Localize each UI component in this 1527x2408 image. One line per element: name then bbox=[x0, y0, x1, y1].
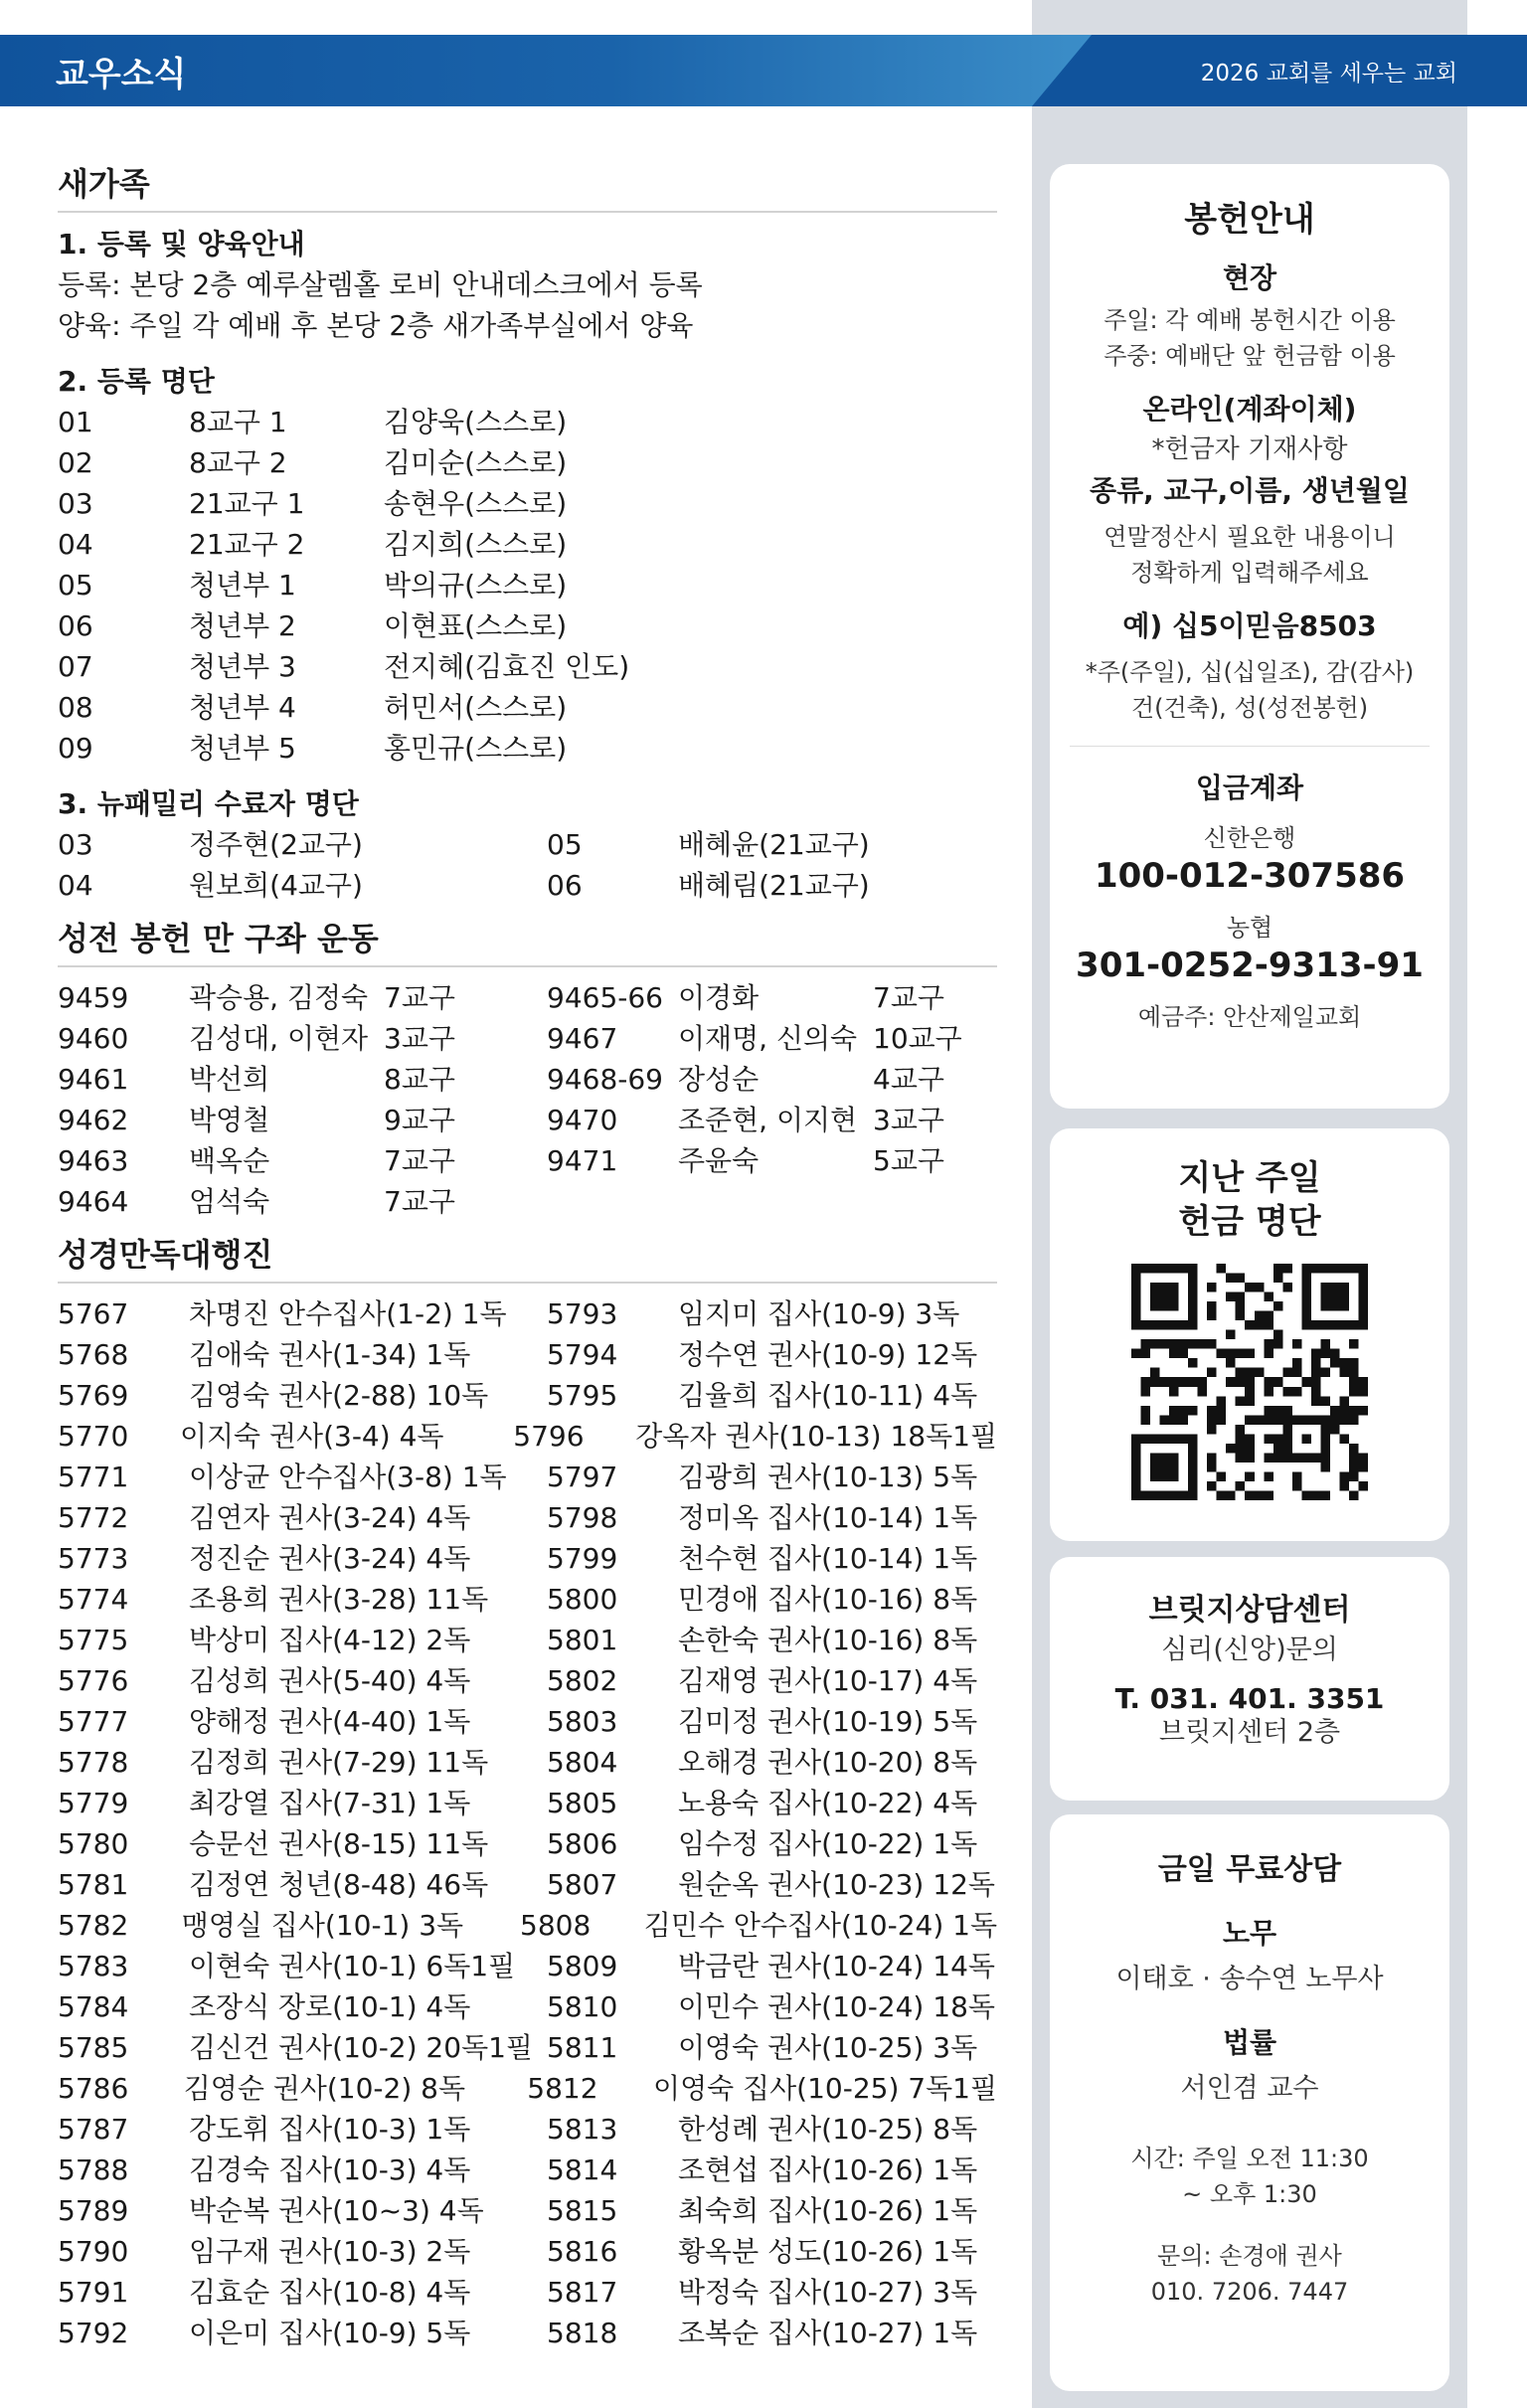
bible-reading-row bbox=[58, 2272, 997, 2313]
registrant-row bbox=[58, 605, 997, 646]
bible-reading-row-cell: 5780 bbox=[58, 1827, 129, 1860]
bible-reading-row-cell: 노용숙 집사(10-22) 4독 bbox=[678, 1787, 978, 1819]
campaign-row-cell: 3교구 bbox=[384, 1022, 455, 1055]
graduate-row-cell: 03 bbox=[58, 828, 93, 861]
bible-reading-row-cell: 한성례 권사(10-25) 8독 bbox=[678, 2113, 978, 2146]
campaign-row-cell: 7교구 bbox=[384, 981, 455, 1014]
bible-reading-row-cell: 김연자 권사(3-24) 4독 bbox=[189, 1501, 471, 1534]
bible-reading-row-cell: 5797 bbox=[547, 1461, 618, 1493]
bible-reading-row-cell: 5790 bbox=[58, 2235, 129, 2268]
campaign-row bbox=[58, 1100, 997, 1140]
bridge-title: 브릿지상담센터 bbox=[1148, 1593, 1351, 1628]
page-subtitle: 2026 교회를 세우는 교회 bbox=[1200, 61, 1457, 86]
bible-reading-row bbox=[58, 1864, 997, 1905]
bible-reading-row-cell: 김정연 청년(8-48) 46독 bbox=[189, 1868, 489, 1901]
graduate-row-cell: 정주현(2교구) bbox=[189, 828, 363, 861]
bible-reading-row bbox=[58, 1334, 997, 1375]
bible-reading-row-cell: 5786 bbox=[58, 2072, 129, 2105]
offering-info-card bbox=[1050, 164, 1449, 1109]
bible-reading-row-cell: 김효순 집사(10-8) 4독 bbox=[189, 2276, 471, 2309]
registrant-row bbox=[58, 646, 997, 687]
bible-reading-row-cell: 5815 bbox=[547, 2194, 618, 2227]
campaign-row-cell: 조준현, 이지현 bbox=[678, 1104, 858, 1136]
bible-reading-row-cell: 5794 bbox=[547, 1338, 618, 1371]
online-note: *헌금자 기재사항 bbox=[1151, 434, 1348, 464]
bible-reading-row-cell: 강도휘 집사(10-3) 1독 bbox=[189, 2113, 471, 2146]
campaign-row bbox=[58, 977, 997, 1018]
bible-reading-row-cell: 김광희 권사(10-13) 5독 bbox=[678, 1461, 978, 1493]
bible-reading-row-cell: 정수연 권사(10-9) 12독 bbox=[678, 1338, 978, 1371]
bible-reading-row-cell: 김경숙 집사(10-3) 4독 bbox=[189, 2153, 471, 2186]
campaign-row-cell: 곽승용, 김정숙 bbox=[189, 981, 369, 1014]
bible-reading-row-cell: 임지미 집사(10-9) 3독 bbox=[678, 1297, 960, 1330]
bible-reading-row-cell: 5796 bbox=[513, 1420, 585, 1453]
bible-reading-row-cell: 정미옥 집사(10-14) 1독 bbox=[678, 1501, 978, 1534]
bible-reading-row bbox=[58, 1375, 997, 1416]
bible-reading-row-cell: 이영숙 집사(10-25) 7독1필 bbox=[653, 2072, 997, 2105]
registrant-row bbox=[58, 728, 997, 769]
counsel-time: 시간: 주일 오전 11:30 bbox=[1130, 2145, 1369, 2172]
onsite-title: 현장 bbox=[1222, 261, 1277, 294]
bridge-location: 브릿지센터 2층 bbox=[1158, 1717, 1341, 1748]
law-names: 서인겸 교수 bbox=[1180, 2073, 1319, 2104]
bible-reading-row bbox=[58, 2150, 997, 2190]
bible-reading-row-cell: 김민수 안수집사(10-24) 1독 bbox=[643, 1909, 998, 1942]
registrant-row bbox=[58, 442, 997, 483]
bible-reading-row bbox=[58, 1293, 997, 1334]
campaign-row-cell: 박영철 bbox=[189, 1104, 270, 1136]
registrant-row-cell: 김지희(스스로) bbox=[384, 528, 568, 561]
counsel-title: 금일 무료상담 bbox=[1157, 1852, 1342, 1887]
bible-reading-row-cell: 5801 bbox=[547, 1624, 618, 1656]
news-column bbox=[58, 159, 997, 2353]
bible-reading-row-cell: 5804 bbox=[547, 1746, 618, 1779]
law-title: 법률 bbox=[1222, 2026, 1277, 2059]
bible-reading-row-cell: 5770 bbox=[58, 1420, 129, 1453]
bible-reading-row-cell: 박순복 권사(10~3) 4독 bbox=[189, 2194, 484, 2227]
online-title: 온라인(계좌이체) bbox=[1142, 393, 1357, 426]
bible-reading-row-cell: 5784 bbox=[58, 1990, 129, 2023]
bible-reading-row-cell: 5814 bbox=[547, 2153, 618, 2186]
campaign-row-cell: 7교구 bbox=[384, 1185, 455, 1218]
graduate-row-cell: 원보희(4교구) bbox=[189, 869, 363, 902]
campaign-row-cell: 9464 bbox=[58, 1185, 129, 1218]
onsite-line: 주중: 예배단 앞 헌금함 이용 bbox=[1103, 342, 1396, 370]
bible-reading-row-cell: 박정숙 집사(10-27) 3독 bbox=[678, 2276, 978, 2309]
account-title: 입금계좌 bbox=[1195, 772, 1304, 804]
newfamily-title: 새가족 bbox=[58, 159, 997, 213]
registrant-row-cell: 청년부 4 bbox=[189, 691, 296, 724]
registrant-row-cell: 07 bbox=[58, 650, 93, 683]
registrant-row bbox=[58, 687, 997, 728]
bible-reading-row-cell: 임수정 집사(10-22) 1독 bbox=[678, 1827, 978, 1860]
bible-reading-row-cell: 오해경 권사(10-20) 8독 bbox=[678, 1746, 978, 1779]
campaign-row-cell: 4교구 bbox=[873, 1063, 944, 1096]
registrant-row-cell: 청년부 2 bbox=[189, 609, 296, 642]
free-counsel-card bbox=[1050, 1814, 1449, 2391]
bible-reading-row-cell: 김신건 권사(10-2) 20독1필 bbox=[189, 2031, 533, 2064]
bible-reading-row bbox=[58, 2068, 997, 2109]
bible-reading-row-cell: 5805 bbox=[547, 1787, 618, 1819]
bible-reading-row bbox=[58, 1660, 997, 1701]
bible-reading-row bbox=[58, 1457, 997, 1497]
bible-reading-row-cell: 5809 bbox=[547, 1950, 618, 1982]
registrant-row-cell: 박의규(스스로) bbox=[384, 569, 568, 602]
bible-reading-row-cell: 김율희 집사(10-11) 4독 bbox=[678, 1379, 978, 1412]
bible-reading-row-cell: 조현섭 집사(10-26) 1독 bbox=[678, 2153, 978, 2186]
bible-reading-list bbox=[58, 1293, 997, 2353]
campaign-row-cell: 김성대, 이현자 bbox=[189, 1022, 369, 1055]
campaign-row bbox=[58, 1181, 997, 1222]
campaign-row-cell: 7교구 bbox=[384, 1144, 455, 1177]
bible-reading-row-cell: 5768 bbox=[58, 1338, 129, 1371]
bible-reading-row bbox=[58, 1742, 997, 1783]
bible-reading-row-cell: 김영숙 권사(2-88) 10독 bbox=[189, 1379, 489, 1412]
bank-name: 농협 bbox=[1226, 914, 1273, 942]
bible-reading-row-cell: 박금란 권사(10-24) 14독 bbox=[678, 1950, 995, 1982]
registrant-row bbox=[58, 483, 997, 524]
bible-reading-row-cell: 5808 bbox=[520, 1909, 592, 1942]
counsel-contact: 010. 7206. 7447 bbox=[1150, 2278, 1349, 2306]
abbreviation-line: *주(주일), 십(십일조), 감(감사) bbox=[1085, 658, 1415, 686]
bible-reading-row-cell: 5812 bbox=[527, 2072, 598, 2105]
campaign-row-cell: 9467 bbox=[547, 1022, 618, 1055]
bible-reading-row-cell: 이상균 안수집사(3-8) 1독 bbox=[189, 1461, 507, 1493]
campaign-title: 성전 봉헌 만 구좌 운동 bbox=[58, 914, 997, 967]
bible-reading-row-cell: 이은미 집사(10-9) 5독 bbox=[189, 2317, 471, 2349]
campaign-row-cell: 7교구 bbox=[873, 981, 944, 1014]
campaign-row-cell: 이재명, 신의숙 bbox=[678, 1022, 858, 1055]
bible-reading-row-cell: 5813 bbox=[547, 2113, 618, 2146]
last-offering-card bbox=[1050, 1128, 1449, 1541]
bridge-sub: 심리(신앙)문의 bbox=[1161, 1634, 1338, 1665]
bible-reading-row-cell: 손한숙 권사(10-16) 8독 bbox=[678, 1624, 978, 1656]
campaign-row-cell: 9462 bbox=[58, 1104, 129, 1136]
bible-reading-row-cell: 김정희 권사(7-29) 11독 bbox=[189, 1746, 489, 1779]
bible-reading-row-cell: 5772 bbox=[58, 1501, 129, 1534]
bible-reading-row-cell: 5767 bbox=[58, 1297, 129, 1330]
bible-reading-row-cell: 박상미 집사(4-12) 2독 bbox=[189, 1624, 471, 1656]
registrant-row bbox=[58, 524, 997, 565]
graduate-list bbox=[58, 824, 997, 906]
registrant-row-cell: 홍민규(스스로) bbox=[384, 732, 568, 765]
campaign-row-cell bbox=[678, 1181, 873, 1222]
bible-reading-row-cell: 5771 bbox=[58, 1461, 129, 1493]
registrant-row-cell: 02 bbox=[58, 446, 93, 479]
bible-reading-row-cell: 원순옥 권사(10-23) 12독 bbox=[678, 1868, 995, 1901]
account-holder: 예금주: 안산제일교회 bbox=[1137, 1003, 1362, 1031]
bible-reading-row-cell: 최숙희 집사(10-26) 1독 bbox=[678, 2194, 978, 2227]
bible-reading-row-cell: 5793 bbox=[547, 1297, 618, 1330]
account-number: 100-012-307586 bbox=[1094, 856, 1406, 896]
registrant-row-cell: 김미순(스스로) bbox=[384, 446, 568, 479]
bible-reading-row-cell: 5811 bbox=[547, 2031, 618, 2064]
bible-reading-row bbox=[58, 1416, 997, 1457]
campaign-row bbox=[58, 1018, 997, 1059]
campaign-row-cell: 10교구 bbox=[873, 1022, 962, 1055]
abbreviation-line: 건(건축), 성(성전봉헌) bbox=[1130, 694, 1369, 722]
campaign-row-cell: 백옥순 bbox=[189, 1144, 270, 1177]
page-title: 교우소식 bbox=[56, 55, 187, 94]
bible-reading-row-cell: 5816 bbox=[547, 2235, 618, 2268]
online-desc: 정확하게 입력해주세요 bbox=[1130, 559, 1369, 587]
campaign-row-cell: 9459 bbox=[58, 981, 129, 1014]
guide-line: 등록: 본당 2층 예루살렘홀 로비 안내데스크에서 등록 bbox=[58, 268, 703, 301]
campaign-row-cell: 엄석숙 bbox=[189, 1185, 270, 1218]
registrant-row-cell: 08 bbox=[58, 691, 93, 724]
bible-reading-row-cell: 5800 bbox=[547, 1583, 618, 1616]
campaign-row-cell: 박선희 bbox=[189, 1063, 270, 1096]
bible-reading-row-cell: 강옥자 권사(10-13) 18독1필 bbox=[635, 1420, 998, 1453]
registrant-row-cell: 04 bbox=[58, 528, 93, 561]
bible-reading-row-cell: 김영순 권사(10-2) 8독 bbox=[183, 2072, 466, 2105]
bible-reading-row-cell: 5778 bbox=[58, 1746, 129, 1779]
labor-names: 이태호 · 송수연 노무사 bbox=[1115, 1964, 1384, 1994]
registrant-row-cell: 01 bbox=[58, 406, 93, 438]
labor-title: 노무 bbox=[1222, 1917, 1277, 1950]
registrant-row-cell: 8교구 2 bbox=[189, 446, 287, 479]
bible-reading-row bbox=[58, 1579, 997, 1620]
registrant-row-cell: 청년부 3 bbox=[189, 650, 296, 683]
bible-reading-row bbox=[58, 2109, 997, 2150]
bible-reading-row bbox=[58, 2231, 997, 2272]
bible-reading-row-cell: 5781 bbox=[58, 1868, 129, 1901]
online-desc: 연말정산시 필요한 내용이니 bbox=[1103, 523, 1396, 551]
graduate-row-cell: 06 bbox=[547, 869, 583, 902]
campaign-row-cell: 주윤숙 bbox=[678, 1144, 760, 1177]
graduate-row-cell: 04 bbox=[58, 869, 93, 902]
bible-reading-row-cell: 5782 bbox=[58, 1909, 129, 1942]
campaign-row-cell: 3교구 bbox=[873, 1104, 944, 1136]
campaign-row-cell bbox=[547, 1181, 678, 1222]
graduate-row bbox=[58, 865, 997, 906]
bible-reading-row-cell: 5774 bbox=[58, 1583, 129, 1616]
bridge-counsel-card bbox=[1050, 1557, 1449, 1801]
bible-reading-row bbox=[58, 1620, 997, 1660]
bible-reading-row-cell: 민경애 집사(10-16) 8독 bbox=[678, 1583, 978, 1616]
bible-reading-row-cell: 5802 bbox=[547, 1664, 618, 1697]
graduate-row bbox=[58, 824, 997, 865]
registrant-row-cell: 06 bbox=[58, 609, 93, 642]
bible-reading-row-cell: 5785 bbox=[58, 2031, 129, 2064]
bible-reading-row bbox=[58, 1905, 997, 1946]
bible-reading-row-cell: 김미정 권사(10-19) 5독 bbox=[678, 1705, 978, 1738]
registrant-row bbox=[58, 402, 997, 442]
bible-reading-row-cell: 5818 bbox=[547, 2317, 618, 2349]
bank-name: 신한은행 bbox=[1203, 824, 1296, 852]
bible-reading-row-cell: 5791 bbox=[58, 2276, 129, 2309]
registrant-row-cell: 21교구 1 bbox=[189, 487, 305, 520]
registrant-row bbox=[58, 565, 997, 605]
bible-reading-row-cell: 이영숙 권사(10-25) 3독 bbox=[678, 2031, 978, 2064]
bible-reading-row-cell: 5769 bbox=[58, 1379, 129, 1412]
registrant-row-cell: 청년부 5 bbox=[189, 732, 296, 765]
bible-reading-row-cell: 천수현 집사(10-14) 1독 bbox=[678, 1542, 978, 1575]
bible-reading-row-cell: 5799 bbox=[547, 1542, 618, 1575]
registrant-row-cell: 전지혜(김효진 인도) bbox=[384, 650, 630, 683]
bible-reading-row bbox=[58, 2190, 997, 2231]
registrant-row-cell: 김양욱(스스로) bbox=[384, 406, 568, 438]
bible-reading-row bbox=[58, 1701, 997, 1742]
guide-line: 양육: 주일 각 예배 후 본당 2층 새가족부실에서 양육 bbox=[58, 309, 694, 342]
bible-reading-row-cell: 5776 bbox=[58, 1664, 129, 1697]
campaign-row-cell: 9470 bbox=[547, 1104, 618, 1136]
bible-reading-row bbox=[58, 2027, 997, 2068]
registrant-row-cell: 21교구 2 bbox=[189, 528, 305, 561]
campaign-row-cell: 9460 bbox=[58, 1022, 129, 1055]
campaign-row-cell: 9461 bbox=[58, 1063, 129, 1096]
bible-reading-row bbox=[58, 2313, 997, 2353]
bible-reading-row-cell: 5773 bbox=[58, 1542, 129, 1575]
registration-guide-title: 1. 등록 및 양육안내 bbox=[58, 228, 305, 260]
registrant-row-cell: 이현표(스스로) bbox=[384, 609, 568, 642]
bible-reading-title: 성경만독대행진 bbox=[58, 1230, 997, 1284]
online-fields: 종류, 교구,이름, 생년월일 bbox=[1090, 474, 1410, 507]
campaign-row-cell: 9교구 bbox=[384, 1104, 455, 1136]
bible-reading-row-cell: 5817 bbox=[547, 2276, 618, 2309]
bible-reading-row-cell: 차명진 안수집사(1-2) 1독 bbox=[189, 1297, 507, 1330]
bible-reading-row bbox=[58, 1497, 997, 1538]
campaign-row bbox=[58, 1140, 997, 1181]
registrant-row-cell: 8교구 1 bbox=[189, 406, 287, 438]
bible-reading-row bbox=[58, 1823, 997, 1864]
campaign-row bbox=[58, 1059, 997, 1100]
graduate-row-cell: 배혜림(21교구) bbox=[678, 869, 870, 902]
bible-reading-row-cell: 5810 bbox=[547, 1990, 618, 2023]
account-number: 301-0252-9313-91 bbox=[1076, 946, 1424, 985]
page-header bbox=[0, 35, 1527, 106]
bible-reading-row-cell: 정진순 권사(3-24) 4독 bbox=[189, 1542, 471, 1575]
bible-reading-row-cell: 이현숙 권사(10-1) 6독1필 bbox=[189, 1950, 516, 1982]
bible-reading-row-cell: 5798 bbox=[547, 1501, 618, 1534]
bible-reading-row-cell: 황옥분 성도(10-26) 1독 bbox=[678, 2235, 978, 2268]
registrant-row-cell: 05 bbox=[58, 569, 93, 602]
bible-reading-row-cell: 5775 bbox=[58, 1624, 129, 1656]
bible-reading-row-cell: 5779 bbox=[58, 1787, 129, 1819]
bible-reading-row-cell: 조용희 권사(3-28) 11독 bbox=[189, 1583, 489, 1616]
campaign-row-cell: 9465-66 bbox=[547, 981, 663, 1014]
bible-reading-row-cell: 5806 bbox=[547, 1827, 618, 1860]
counsel-time: ~ 오후 1:30 bbox=[1182, 2180, 1317, 2208]
counsel-contact: 문의: 손경애 권사 bbox=[1157, 2242, 1342, 2270]
example-code: 예) 십5이믿음8503 bbox=[1122, 609, 1377, 642]
bible-reading-row-cell: 김애숙 권사(1-34) 1독 bbox=[189, 1338, 471, 1371]
registrant-row-cell: 청년부 1 bbox=[189, 569, 296, 602]
campaign-row-cell: 이경화 bbox=[678, 981, 760, 1014]
registrant-list bbox=[58, 402, 997, 769]
bible-reading-row-cell: 조복순 집사(10-27) 1독 bbox=[678, 2317, 978, 2349]
bible-reading-row-cell: 양해정 권사(4-40) 1독 bbox=[189, 1705, 471, 1738]
bible-reading-row bbox=[58, 1783, 997, 1823]
card-divider bbox=[1070, 746, 1430, 747]
graduate-list-title: 3. 뉴패밀리 수료자 명단 bbox=[58, 787, 359, 820]
bible-reading-row-cell: 5789 bbox=[58, 2194, 129, 2227]
bible-reading-row-cell: 5783 bbox=[58, 1950, 129, 1982]
registrant-row-cell: 송현우(스스로) bbox=[384, 487, 568, 520]
bible-reading-row bbox=[58, 1946, 997, 1986]
bridge-phone[interactable]: T. 031. 401. 3351 bbox=[1114, 1682, 1385, 1715]
campaign-row-cell: 장성순 bbox=[678, 1063, 760, 1096]
bible-reading-row-cell: 임구재 권사(10-3) 2독 bbox=[189, 2235, 471, 2268]
campaign-row-cell: 9468-69 bbox=[547, 1063, 663, 1096]
bible-reading-row-cell: 김성희 권사(5-40) 4독 bbox=[189, 1664, 471, 1697]
bible-reading-row bbox=[58, 1538, 997, 1579]
bible-reading-row-cell: 5777 bbox=[58, 1705, 129, 1738]
registrant-row-cell: 허민서(스스로) bbox=[384, 691, 568, 724]
campaign-row-cell: 5교구 bbox=[873, 1144, 944, 1177]
campaign-list bbox=[58, 977, 997, 1222]
bible-reading-row-cell: 5795 bbox=[547, 1379, 618, 1412]
campaign-row-cell: 9471 bbox=[547, 1144, 618, 1177]
bible-reading-row bbox=[58, 1986, 997, 2027]
bible-reading-row-cell: 이민수 권사(10-24) 18독 bbox=[678, 1990, 995, 2023]
bible-reading-row-cell: 김재영 권사(10-17) 4독 bbox=[678, 1664, 978, 1697]
onsite-line: 주일: 각 예배 봉헌시간 이용 bbox=[1103, 306, 1396, 334]
bible-reading-row-cell: 맹영실 집사(10-1) 3독 bbox=[181, 1909, 464, 1942]
registrant-list-title: 2. 등록 명단 bbox=[58, 365, 215, 398]
bible-reading-row-cell: 5788 bbox=[58, 2153, 129, 2186]
registrant-row-cell: 09 bbox=[58, 732, 93, 765]
campaign-row-cell: 8교구 bbox=[384, 1063, 455, 1096]
last-offering-title: 헌금 명단 bbox=[1178, 1202, 1321, 1242]
bible-reading-row-cell: 5792 bbox=[58, 2317, 129, 2349]
bible-reading-row-cell: 승문선 권사(8-15) 11독 bbox=[189, 1827, 489, 1860]
graduate-row-cell: 05 bbox=[547, 828, 583, 861]
graduate-row-cell: 배혜윤(21교구) bbox=[678, 828, 870, 861]
last-offering-title: 지난 주일 bbox=[1178, 1158, 1321, 1198]
campaign-row-cell: 9463 bbox=[58, 1144, 129, 1177]
bible-reading-row-cell: 이지숙 권사(3-4) 4독 bbox=[179, 1420, 444, 1453]
bible-reading-row-cell: 5803 bbox=[547, 1705, 618, 1738]
bible-reading-row-cell: 최강열 집사(7-31) 1독 bbox=[189, 1787, 471, 1819]
offering-info-title: 봉헌안내 bbox=[1184, 200, 1315, 240]
registrant-row-cell: 03 bbox=[58, 487, 93, 520]
qr-code-icon[interactable] bbox=[1050, 1264, 1449, 1504]
bible-reading-row-cell: 5807 bbox=[547, 1868, 618, 1901]
bible-reading-row-cell: 조장식 장로(10-1) 4독 bbox=[189, 1990, 471, 2023]
bible-reading-row-cell: 5787 bbox=[58, 2113, 129, 2146]
